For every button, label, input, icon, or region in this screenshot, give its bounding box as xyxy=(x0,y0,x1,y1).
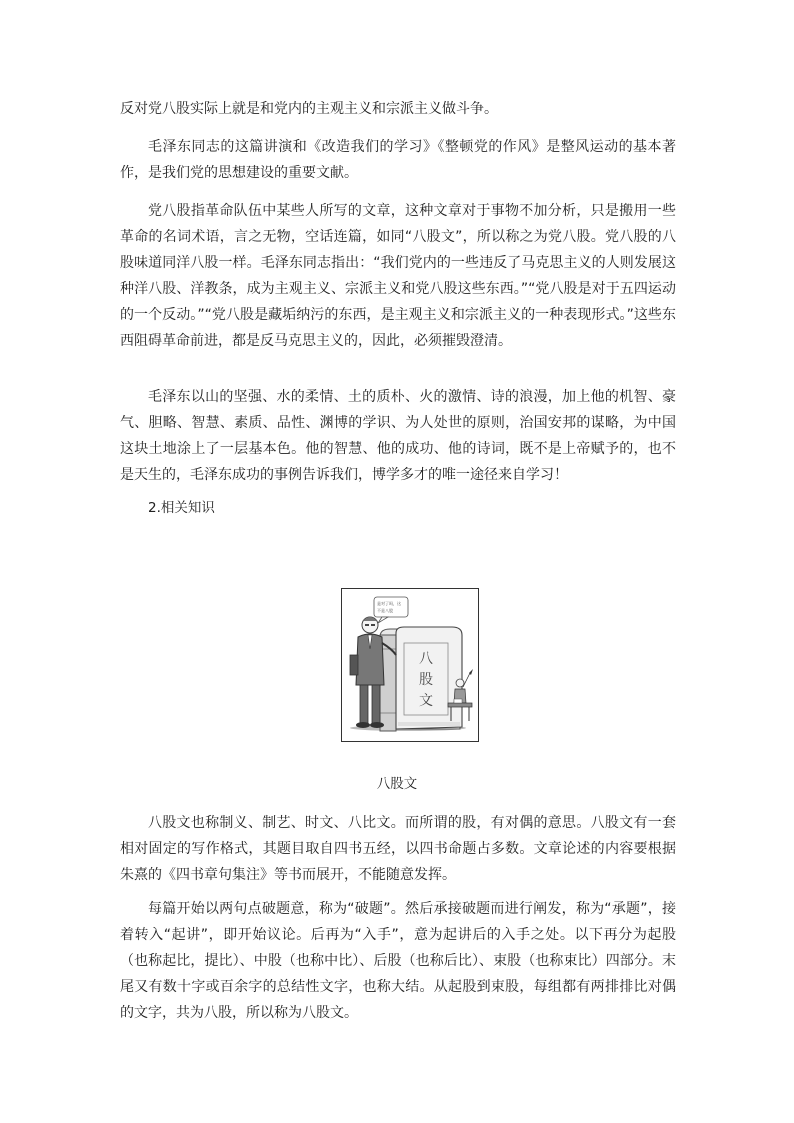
cartoon-illustration xyxy=(342,589,478,741)
paragraph-eight-legged-essay: 八股文也称制义、制艺、时文、八比文。而所谓的股，有对偶的意思。八股文有一套相对固定的写作格式，其题目取自四书五经，以四书命题占多数。文章论述的内容要根据朱熹的《四书章句集注》等书而展开，不能随意发挥。 xyxy=(120,815,676,883)
paragraph-party-eight-legged: 党八股指革命队伍中某些人所写的文章，这种文章对于事物不加分析，只是搬用一些革命的名词术语，言之无物，空话连篇，如同“八股文”，所以称之为党八股。党八股的八股味道同洋八股一样。毛泽东同志指出：“我们党内的一些违反了马克思主义的人则发展这种洋八股、洋教条，成为主观主义、宗派主义和党八股这些东西。”“党八股是对于五四运动的一个反动。”“党八股是藏垢纳污的东西，是主观主义和宗派主义的一种表现形式。”这些东西阻碍革命前进，都是反马克思主义的，因此，必须摧毁澄清。 xyxy=(120,203,676,349)
book-title-char-3: 文 xyxy=(419,693,433,709)
book-title-char-1: 八 xyxy=(419,651,433,667)
svg-text:不是八股: 不是八股 xyxy=(377,608,393,613)
section-heading: 2.相关知识 xyxy=(148,500,215,516)
paragraph-essay-structure: 每篇开始以两句点破题意，称为“破题”。然后承接破题而进行阐发，称为“承题”，接着转入“起讲”，即开始议论。后再为“入手”，意为起讲后的入手之处。以下再分为起股（也称起比，提比）、中股（也称中比）、后股（也称后比）、束股（也称束比）四部分。末尾又有数十字或百余字的总结性文字，也称大结。从起股到束股，每组都有两排排比对偶的文字，共为八股，所以称为八股文。 xyxy=(120,901,676,1021)
book-title-char-2: 股 xyxy=(419,672,433,688)
figure-caption: 八股文 xyxy=(376,776,418,792)
paragraph-mao-learning: 毛泽东以山的坚强、水的柔情、土的质朴、火的激情、诗的浪漫，加上他的机智、豪气、胆略、智慧、素质、品性、渊博的学识、为人处世的原则，治国安邦的谋略，为中国这块土地涂上了一层基本色。他的智慧、他的成功、他的诗词，既不是上帝赋予的，也不是天生的，毛泽东成功的事例告诉我们，博学多才的唯一途径来自学习！ xyxy=(120,389,676,483)
speech-bubble xyxy=(374,597,408,623)
paragraph-lecture: 毛泽东同志的这篇讲演和《改造我们的学习》《整顿党的作风》是整风运动的基本著作，是我们党的思想建设的重要文献。 xyxy=(120,139,676,181)
paragraph-intro: 反对党八股实际上就是和党内的主观主义和宗派主义做斗争。 xyxy=(120,101,498,117)
speech-bubble-text: 是对了吗，这 xyxy=(377,601,401,606)
cartoon-figure xyxy=(341,588,479,742)
